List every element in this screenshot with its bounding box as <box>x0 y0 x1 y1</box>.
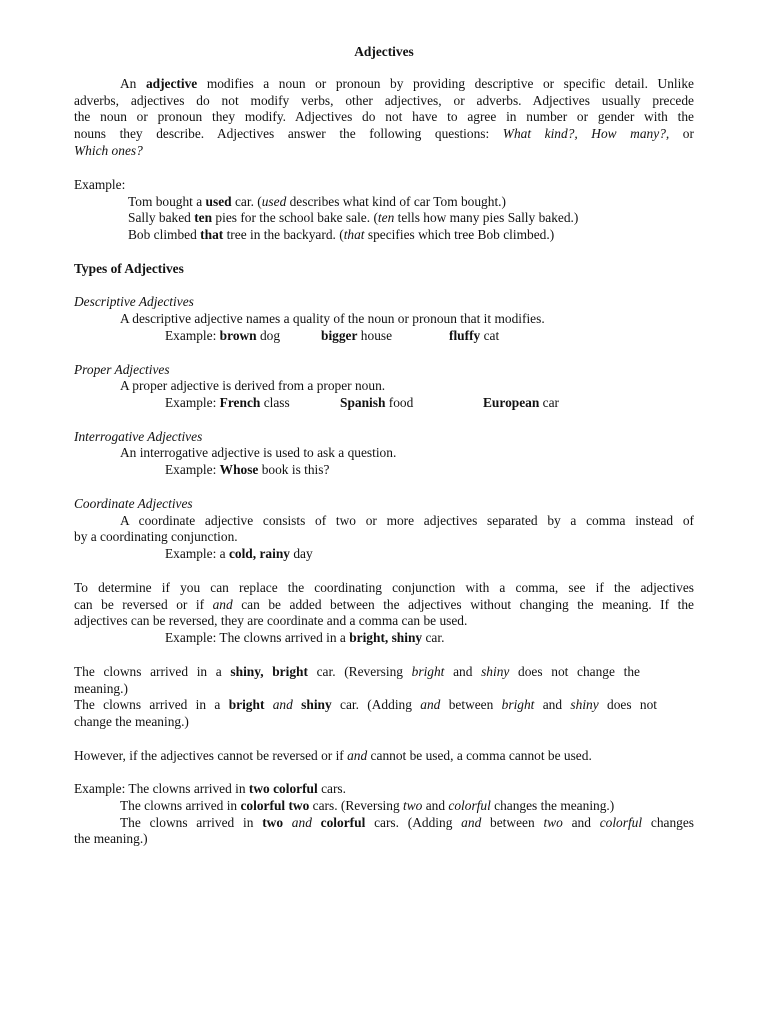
interrogative-heading: Interrogative Adjectives <box>74 429 203 444</box>
interrogative-example: Example: Whose book is this? <box>165 462 330 477</box>
example-sentence-1: Tom bought a used car. (used describes what kind of car Tom bought.) <box>128 194 506 209</box>
example-sentence-2: Sally baked ten pies for the school bake sale. (ten tells how many pies Sally baked.) <box>128 210 579 225</box>
intro-line-5: Which ones? <box>74 143 143 158</box>
proper-definition: A proper adjective is derived from a proper noun. <box>120 378 386 393</box>
intro-line-2: adverbs, adjectives do not modify verbs, other adjectives, or adverbs. Adjectives usually precede <box>74 93 694 108</box>
intro-line-1: An adjective modifies a noun or pronoun by providing descriptive or specific detail. Unlike <box>120 76 694 91</box>
clowns-sentence-2-cont: change the meaning.) <box>74 714 189 729</box>
descriptive-example-2: bigger house <box>321 328 393 343</box>
intro-line-3: the noun or pronoun they modify. Adjectives do not have to agree in number or gender with the <box>74 109 694 124</box>
interrogative-definition: An interrogative adjective is used to ask a question. <box>120 445 397 460</box>
coordinate-heading: Coordinate Adjectives <box>74 496 193 511</box>
descriptive-example-3: fluffy cat <box>449 328 500 343</box>
proper-example-3: European car <box>483 395 560 410</box>
proper-example-2: Spanish food <box>340 395 414 410</box>
final-example-3-cont: the meaning.) <box>74 831 148 846</box>
descriptive-example: Example: brown dog <box>165 328 281 343</box>
final-example-1: Example: The clowns arrived in two colorful cars. <box>74 781 346 796</box>
determine-line-1: To determine if you can replace the coordinating conjunction with a comma, see if the adjectives <box>74 580 694 595</box>
page-title: Adjectives <box>354 44 414 59</box>
example-sentence-3: Bob climbed that tree in the backyard. (that specifies which tree Bob climbed.) <box>128 227 555 242</box>
descriptive-definition: A descriptive adjective names a quality of the noun or pronoun that it modifies. <box>120 311 545 326</box>
determine-line-3: adjectives can be reversed, they are coordinate and a comma can be used. <box>74 613 468 628</box>
coordinate-definition-1: A coordinate adjective consists of two or more adjectives separated by a comma instead of <box>120 513 694 528</box>
final-example-3: The clowns arrived in two and colorful cars. (Adding and between two and colorful changes <box>120 815 694 830</box>
determine-example: Example: The clowns arrived in a bright, shiny car. <box>165 630 445 645</box>
determine-line-2: can be reversed or if and can be added between the adjectives without changing the meaning. If the <box>74 597 694 612</box>
proper-heading: Proper Adjectives <box>74 362 170 377</box>
example-label: Example: <box>74 177 126 192</box>
final-example-2: The clowns arrived in colorful two cars. (Reversing two and colorful changes the meaning.) <box>120 798 615 813</box>
clowns-sentence-2: The clowns arrived in a bright and shiny car. (Adding and between bright and shiny does not <box>74 697 657 712</box>
clowns-sentence-1-cont: meaning.) <box>74 681 128 696</box>
intro-line-4: nouns they describe. Adjectives answer the following questions: What kind?, How many?, or <box>74 126 694 141</box>
types-heading: Types of Adjectives <box>74 261 184 276</box>
clowns-sentence-1: The clowns arrived in a shiny, bright car. (Reversing bright and shiny does not change the <box>74 664 640 679</box>
coordinate-example: Example: a cold, rainy day <box>165 546 313 561</box>
however-sentence: However, if the adjectives cannot be reversed or if and cannot be used, a comma cannot be used. <box>74 748 592 763</box>
descriptive-heading: Descriptive Adjectives <box>74 294 194 309</box>
proper-example: Example: French class <box>165 395 290 410</box>
coordinate-definition-2: by a coordinating conjunction. <box>74 529 238 544</box>
